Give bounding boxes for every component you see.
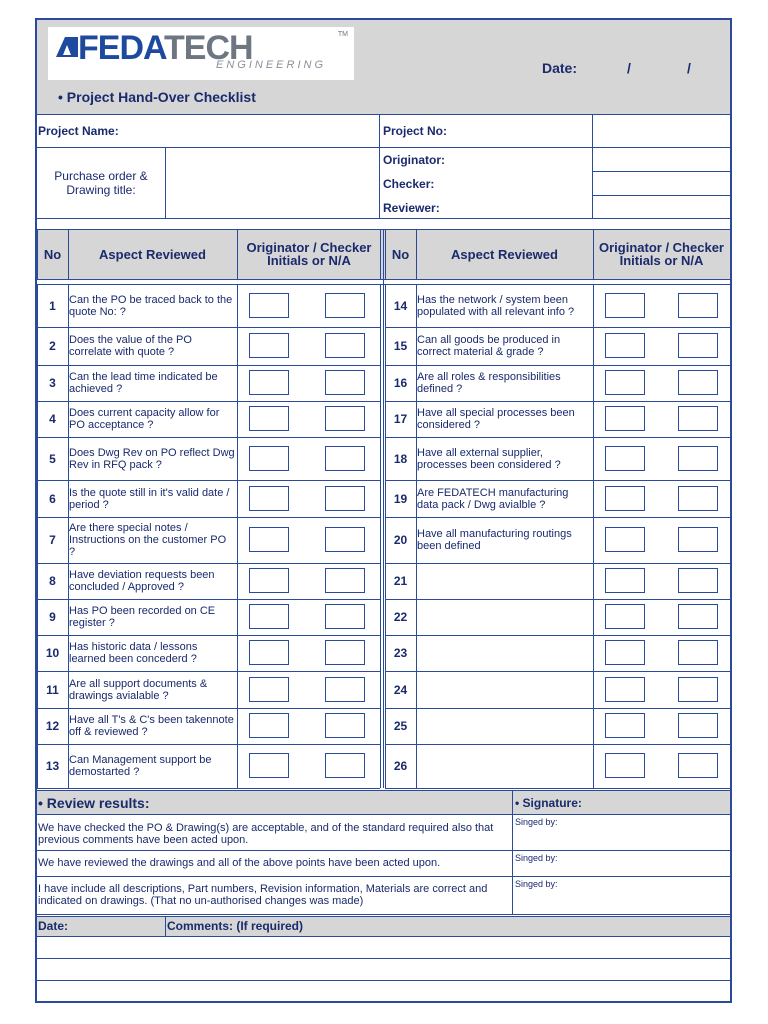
item-aspect-text: Has historic data / lessons learned been concederd ?	[69, 641, 198, 665]
divider	[37, 914, 730, 915]
logo-trademark: TM	[337, 31, 348, 38]
divider	[512, 790, 513, 914]
originator-initials-box[interactable]	[249, 293, 289, 318]
checker-initials-box[interactable]	[678, 604, 718, 629]
originator-initials-box[interactable]	[249, 486, 289, 511]
item-aspect-text: Are all support documents & drawings avialable ?	[69, 677, 208, 702]
item-number: 17	[393, 412, 408, 426]
divider	[385, 599, 730, 600]
date-separator: /	[627, 60, 631, 76]
logo-engineering: ENGINEERING	[216, 59, 327, 71]
item-aspect-text: Have all special processes been considered ?	[417, 407, 575, 431]
divider	[380, 285, 381, 788]
date-separator: /	[687, 60, 691, 76]
divider	[37, 635, 380, 636]
divider	[37, 958, 730, 959]
divider	[380, 229, 381, 279]
checker-initials-box[interactable]	[678, 527, 718, 552]
checker-initials-box[interactable]	[678, 486, 718, 511]
item-number: 22	[393, 610, 408, 624]
item-number: 5	[49, 451, 56, 466]
checker-initials-box[interactable]	[325, 677, 365, 702]
originator-initials-box[interactable]	[605, 333, 645, 358]
divider	[416, 229, 417, 279]
review-statement: I have include all descriptions, Part numbers, Revision information, Materials are correct and indicated on drawings. (That no un-authorised changes was made)	[38, 883, 488, 907]
footer-date-label: Date:	[38, 919, 69, 933]
item-number: 13	[45, 759, 60, 773]
checker-initials-box[interactable]	[678, 370, 718, 395]
checker-initials-box[interactable]	[678, 333, 718, 358]
checker-initials-box[interactable]	[325, 446, 365, 471]
checker-initials-box[interactable]	[678, 640, 718, 665]
reviewer-label: Reviewer:	[383, 201, 440, 215]
item-aspect-text: Does Dwg Rev on PO reflect Dwg Rev in RFQ pack ?	[69, 446, 235, 471]
divider	[379, 114, 380, 218]
item-number: 4	[49, 412, 56, 426]
item-number: 26	[393, 759, 408, 773]
item-number: 6	[49, 491, 56, 506]
checker-initials-box[interactable]	[325, 486, 365, 511]
divider	[37, 790, 730, 791]
item-number: 7	[49, 533, 56, 547]
checker-initials-box[interactable]	[325, 568, 365, 593]
originator-initials-box[interactable]	[605, 753, 645, 778]
item-aspect-text: Have all T's & C's been takennote off & reviewed ?	[69, 714, 234, 738]
logo-wordmark: FEDATECH	[78, 29, 253, 67]
footer-header-band	[37, 916, 730, 936]
review-statement: We have checked the PO & Drawing(s) are acceptable, and of the standard required also that previous comments have been acted upon.	[38, 822, 494, 846]
col-initials-header: Originator / Checker Initials or N/A	[599, 240, 724, 268]
divider	[593, 229, 594, 279]
originator-initials-box[interactable]	[605, 406, 645, 431]
originator-initials-box[interactable]	[249, 713, 289, 738]
checker-initials-box[interactable]	[325, 370, 365, 395]
item-aspect-text: Has the network / system been populated with all relevant info ?	[417, 294, 575, 318]
item-aspect-text	[417, 753, 591, 779]
divider	[37, 671, 380, 672]
divider	[385, 788, 730, 789]
originator-initials-box[interactable]	[249, 568, 289, 593]
divider	[37, 218, 730, 219]
divider	[37, 980, 730, 981]
review-results-title: • Review results:	[38, 795, 150, 811]
originator-initials-box[interactable]	[605, 446, 645, 471]
divider	[385, 744, 730, 745]
item-number: 25	[393, 719, 408, 733]
item-aspect-text: Can the lead time indicated be achieved ?	[69, 371, 218, 395]
divider	[37, 788, 380, 789]
item-number: 15	[393, 339, 408, 353]
originator-initials-box[interactable]	[605, 527, 645, 552]
divider	[68, 229, 69, 279]
divider	[385, 401, 730, 402]
originator-initials-box[interactable]	[605, 677, 645, 702]
originator-initials-box[interactable]	[605, 486, 645, 511]
signed-by-label: Singed by:	[515, 817, 558, 827]
item-aspect-text	[417, 677, 591, 703]
item-number: 2	[49, 339, 56, 353]
originator-label: Originator:	[383, 153, 445, 167]
checker-initials-box[interactable]	[678, 753, 718, 778]
originator-initials-box[interactable]	[249, 527, 289, 552]
divider	[37, 744, 380, 745]
checker-initials-box[interactable]	[678, 293, 718, 318]
divider	[593, 285, 594, 788]
item-number: 23	[393, 646, 408, 660]
logo-emblem-icon	[54, 35, 80, 59]
originator-initials-box[interactable]	[249, 604, 289, 629]
divider	[385, 437, 730, 438]
divider	[37, 876, 730, 877]
item-aspect-text	[417, 604, 591, 630]
divider	[37, 936, 730, 937]
col-no-header: No	[43, 247, 62, 262]
signature-title: • Signature:	[515, 796, 582, 810]
checker-initials-box[interactable]	[678, 568, 718, 593]
divider	[37, 708, 380, 709]
divider	[165, 147, 166, 218]
divider	[385, 327, 730, 328]
divider	[37, 437, 380, 438]
divider	[385, 229, 386, 279]
checker-initials-box[interactable]	[325, 753, 365, 778]
checker-initials-box[interactable]	[325, 406, 365, 431]
divider	[592, 195, 730, 196]
item-number: 24	[393, 682, 408, 697]
item-number: 21	[393, 574, 408, 588]
checker-initials-box[interactable]	[678, 713, 718, 738]
divider	[37, 563, 380, 564]
item-aspect-text	[417, 640, 591, 666]
item-number: 18	[393, 451, 408, 466]
originator-initials-box[interactable]	[249, 640, 289, 665]
originator-initials-box[interactable]	[249, 333, 289, 358]
item-aspect-text: Have deviation requests been concluded / Approved ?	[69, 569, 215, 593]
item-number: 10	[45, 646, 60, 660]
checker-initials-box[interactable]	[678, 446, 718, 471]
item-aspect-text	[417, 568, 591, 594]
page-title: • Project Hand-Over Checklist	[58, 89, 256, 105]
divider	[237, 229, 238, 279]
review-statement: We have reviewed the drawings and all of the above points have been acted upon.	[38, 857, 441, 869]
checker-label: Checker:	[383, 177, 435, 191]
originator-initials-box[interactable]	[249, 370, 289, 395]
divider	[37, 599, 380, 600]
divider	[37, 401, 380, 402]
divider	[592, 171, 730, 172]
project-name-label: Project Name:	[38, 124, 119, 138]
divider	[385, 708, 730, 709]
item-aspect-text: Is the quote still in it's valid date / period ?	[69, 486, 230, 511]
checker-initials-box[interactable]	[325, 527, 365, 552]
divider	[730, 285, 731, 788]
divider	[730, 229, 731, 279]
checker-initials-box[interactable]	[325, 713, 365, 738]
checker-initials-box[interactable]	[678, 677, 718, 702]
col-aspect-header: Aspect Reviewed	[99, 247, 206, 262]
signed-by-label: Singed by:	[515, 879, 558, 889]
originator-initials-box[interactable]	[605, 640, 645, 665]
originator-initials-box[interactable]	[605, 604, 645, 629]
divider	[385, 480, 730, 481]
divider	[37, 480, 380, 481]
originator-initials-box[interactable]	[605, 370, 645, 395]
item-number: 12	[45, 719, 60, 733]
purchase-order-label: Purchase order & Drawing title:	[54, 169, 148, 197]
item-number: 11	[46, 682, 59, 697]
originator-initials-box[interactable]	[249, 446, 289, 471]
item-aspect-text: Are all roles & responsibilities defined ?	[417, 371, 561, 395]
divider	[383, 229, 384, 788]
divider	[385, 365, 730, 366]
item-number: 19	[393, 491, 408, 506]
divider	[37, 517, 380, 518]
item-number: 8	[49, 574, 56, 588]
divider	[592, 114, 593, 218]
divider	[37, 365, 380, 366]
item-aspect-text: Does current capacity allow for PO acceptance ?	[69, 407, 220, 431]
checker-initials-box[interactable]	[678, 406, 718, 431]
item-aspect-text: Does the value of the PO correlate with quote ?	[69, 334, 192, 358]
divider	[37, 850, 730, 851]
originator-initials-box[interactable]	[605, 293, 645, 318]
item-aspect-text: Are FEDATECH manufacturing data pack / Dwg avialble ?	[417, 486, 569, 511]
col-initials-header: Originator / Checker Initials or N/A	[246, 240, 372, 268]
col-no-header: No	[391, 247, 410, 262]
divider	[165, 916, 166, 936]
originator-initials-box[interactable]	[249, 406, 289, 431]
item-aspect-text: Can Management support be demostarted ?	[69, 754, 212, 778]
originator-initials-box[interactable]	[605, 568, 645, 593]
divider	[37, 229, 38, 279]
fedatech-logo	[48, 27, 354, 80]
checker-initials-box[interactable]	[325, 293, 365, 318]
divider	[237, 285, 238, 788]
item-number: 3	[49, 376, 56, 390]
col-aspect-header: Aspect Reviewed	[451, 247, 558, 262]
item-aspect-text: Have all manufacturing routings been defined	[417, 528, 572, 552]
checker-initials-box[interactable]	[325, 333, 365, 358]
project-no-label: Project No:	[383, 124, 448, 138]
divider	[385, 671, 730, 672]
originator-initials-box[interactable]	[249, 677, 289, 702]
signed-by-label: Singed by:	[515, 853, 558, 863]
item-number: 14	[393, 299, 408, 313]
checker-initials-box[interactable]	[325, 604, 365, 629]
divider	[37, 327, 380, 328]
item-aspect-text: Has PO been recorded on CE register ?	[69, 605, 216, 629]
divider	[37, 916, 730, 917]
divider	[37, 147, 730, 148]
item-number: 9	[49, 610, 56, 624]
divider	[385, 563, 730, 564]
item-number: 16	[393, 376, 408, 390]
item-aspect-text	[417, 713, 591, 739]
divider	[385, 635, 730, 636]
item-aspect-text: Have all external supplier, processes been considered ?	[417, 446, 561, 471]
originator-initials-box[interactable]	[605, 713, 645, 738]
originator-initials-box[interactable]	[249, 753, 289, 778]
checker-initials-box[interactable]	[325, 640, 365, 665]
divider	[37, 814, 730, 815]
item-number: 20	[393, 533, 408, 547]
comments-label: Comments: (If required)	[167, 919, 304, 933]
item-aspect-text: Can the PO be traced back to the quote No: ?	[69, 294, 233, 318]
item-number: 1	[49, 299, 56, 313]
item-aspect-text: Can all goods be produced in correct material & grade ?	[417, 334, 561, 358]
date-label: Date:	[542, 60, 578, 76]
item-aspect-text: Are there special notes / Instructions on the customer PO ?	[69, 522, 227, 558]
divider	[385, 517, 730, 518]
